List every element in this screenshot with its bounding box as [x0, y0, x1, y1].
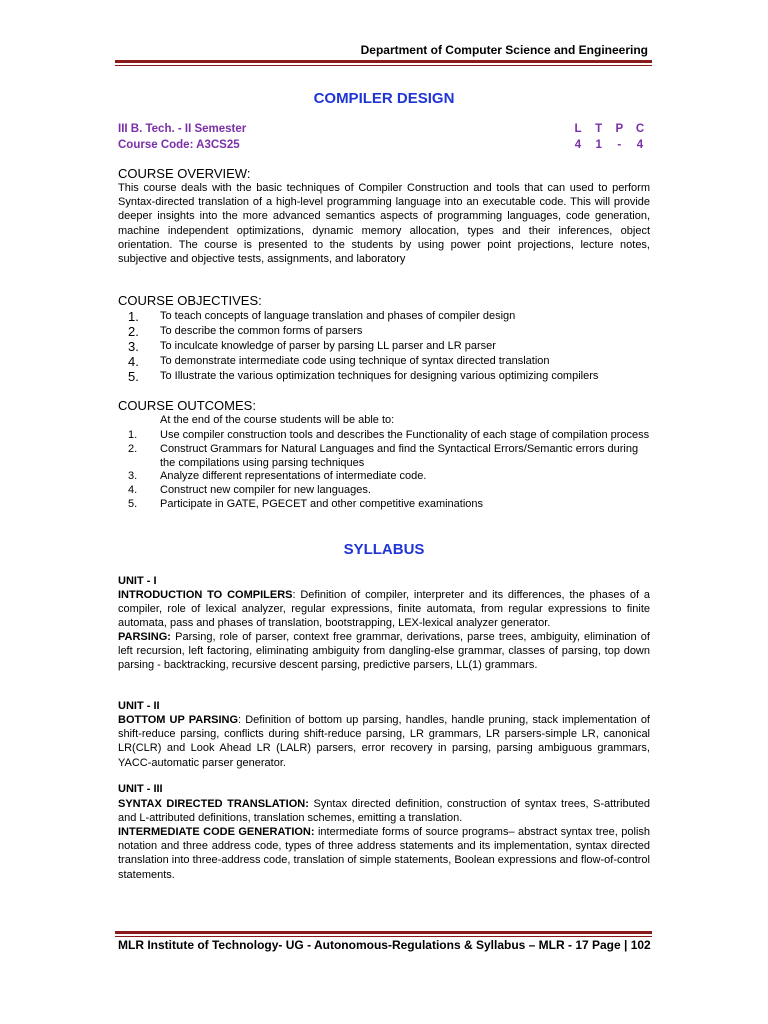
list-item: 2. To describe the common forms of parsers — [128, 324, 363, 339]
footer-rule-thick — [115, 931, 652, 934]
ltpc-label-p: P — [615, 123, 624, 135]
unit-2-bottom-up: BOTTOM UP PARSING: Definition of bottom up parsing, handles, handle pruning, stack implementation of shift-reduce parsing, conflicts during shift-reduce parsing, LR grammars, LR parsers-simple LR, canonical LR(CLR) and Look Ahead LR (LALR) parsers, error recovery in parsing, parsing ambiguous grammars, YACC-automatic parser generator. — [118, 714, 650, 769]
ltpc-value-c: 4 — [636, 139, 644, 151]
unit-3-label: UNIT - III — [118, 783, 163, 795]
unit-1-label: UNIT - I — [118, 575, 157, 587]
course-code: Course Code: A3CS25 — [118, 139, 240, 151]
objectives-list — [118, 309, 650, 384]
unit-1-parsing: PARSING: Parsing, role of parser, context free grammar, derivations, parse trees, ambiguity, elimination of left recursion, left factoring, eliminating ambiguity from dangling-else grammar, classes of parsing, top down parsing - backtracking, recursive descent parsing, predictive parsers, LL(1) grammars. — [118, 631, 650, 672]
outcomes-intro: At the end of the course students will be able to: — [160, 414, 395, 426]
overview-heading: COURSE OVERVIEW: — [118, 166, 251, 181]
footer-rule-thin — [115, 936, 652, 937]
meta-row-code — [118, 139, 650, 153]
list-item: 4. Construct new compiler for new languages. — [128, 484, 371, 497]
unit-2-label: UNIT - II — [118, 700, 160, 712]
ltpc-value-t: 1 — [595, 139, 602, 151]
ltpc-value-l: 4 — [574, 139, 582, 151]
header-rule-thick — [115, 60, 652, 63]
unit-3-sdt: SYNTAX DIRECTED TRANSLATION: Syntax directed definition, construction of syntax trees, S-attributed and L-attributed definitions, translation schemes, emitting a translation. — [118, 798, 650, 825]
ltpc-labels — [568, 123, 650, 135]
list-item: 4. To demonstrate intermediate code using technique of syntax directed translation — [128, 354, 550, 369]
list-item: 1. Use compiler construction tools and describes the Functionality of each stage of compilation process — [128, 429, 650, 441]
list-item: 1. To teach concepts of language translation and phases of compiler design — [128, 309, 516, 324]
outcomes-heading: COURSE OUTCOMES: — [118, 398, 256, 413]
ltpc-label-t: T — [595, 123, 603, 135]
list-item: 2. Construct Grammars for Natural Languages and find the Syntactical Errors/Semantic errors during the compilations using parsing techniques — [128, 442, 639, 469]
header-rule-thin — [115, 65, 652, 66]
semester-label: III B. Tech. - II Semester — [118, 123, 247, 135]
outcomes-list — [118, 429, 650, 512]
ltpc-value-p: - — [617, 139, 622, 151]
course-title: COMPILER DESIGN — [313, 90, 455, 107]
ltpc-values — [568, 139, 650, 151]
list-item: 3. To inculcate knowledge of parser by parsing LL parser and LR parser — [128, 339, 496, 354]
unit-3-icg: INTERMEDIATE CODE GENERATION: intermediate forms of source programs– abstract syntax tree, polish notation and three address code, types of three address statements and its implementation, syntax directed translation into three-address code, translation of simple statements, Boolean expressions and flow-of-control statements. — [118, 826, 651, 881]
objectives-heading: COURSE OBJECTIVES: — [118, 293, 262, 308]
list-item: 3. Analyze different representations of intermediate code. — [128, 470, 427, 483]
ltpc-label-l: L — [574, 123, 582, 135]
meta-row-semester — [118, 123, 650, 137]
header-department: Department of Computer Science and Engineering — [360, 43, 648, 57]
list-item: 5. To Illustrate the various optimization techniques for designing various optimizing compilers — [128, 369, 599, 384]
overview-text: This course deals with the basic techniques of Compiler Construction and tools that can used to perform Syntax-directed translation of a high-level programming language into an executable code. This will provide deeper insights into the more advanced semantics aspects of programming languages, code generation, machine independent optimizations, dynamic memory allocation, types and their inferences, object orientation. The course is presented to the students by using power point projections, lecture notes, subjective and objective tests, assignments, and laboratory — [118, 182, 650, 266]
footer-text: MLR Institute of Technology- UG - Autonomous-Regulations & Syllabus – MLR - 17 Page | 102 — [118, 938, 651, 952]
list-item: 5. Participate in GATE, PGECET and other competitive examinations — [128, 497, 484, 510]
ltpc-label-c: C — [635, 123, 645, 135]
syllabus-heading: SYLLABUS — [343, 541, 425, 558]
unit-1-intro: INTRODUCTION TO COMPILERS: Definition of compiler, interpreter and its differences, the phases of a compiler, role of lexical analyzer, regular expressions, finite automata, from regular expressions to finite automata, pass and phases of translation, bootstrapping, LEX-lexical analyzer generator. — [118, 589, 650, 630]
